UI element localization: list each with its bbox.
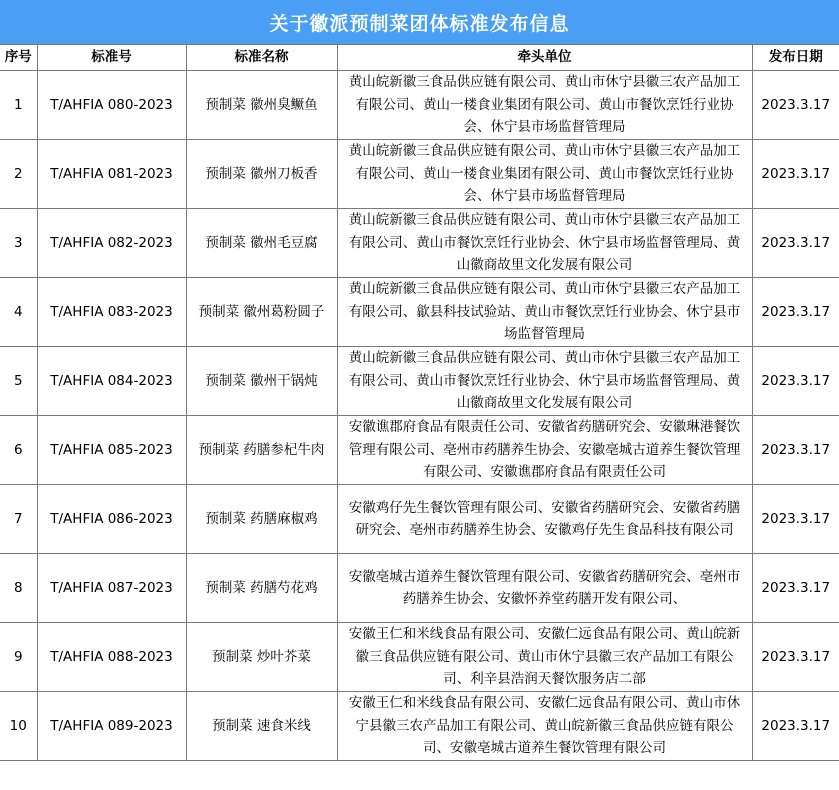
row-standard-code: T/AHFIA 084-2023 — [37, 347, 186, 416]
row-index: 3 — [0, 209, 37, 278]
row-publish-date: 2023.3.17 — [752, 71, 839, 140]
row-publish-date: 2023.3.17 — [752, 485, 839, 554]
row-lead-units: 安徽谯郡府食品有限责任公司、安徽省药膳研究会、安徽琳港餐饮管理有限公司、亳州市药膳养生协会、安徽亳城古道养生餐饮管理有限公司、安徽谯郡府食品有限责任公司 — [337, 416, 752, 485]
row-standard-name: 预制菜 徽州干锅炖 — [186, 347, 337, 416]
row-standard-name: 预制菜 炒叶芥菜 — [186, 623, 337, 692]
table-row — [0, 623, 839, 692]
row-lead-units: 黄山皖新徽三食品供应链有限公司、黄山市休宁县徽三农产品加工有限公司、黄山一楼食业集团有限公司、黄山市餐饮烹饪行业协会、休宁县市场监督管理局 — [337, 140, 752, 209]
row-standard-name: 预制菜 徽州毛豆腐 — [186, 209, 337, 278]
header-standard-code: 标准号 — [37, 45, 186, 71]
row-standard-name: 预制菜 徽州刀板香 — [186, 140, 337, 209]
row-standard-code: T/AHFIA 083-2023 — [37, 278, 186, 347]
table-row — [0, 692, 839, 761]
header-index: 序号 — [0, 45, 37, 71]
standards-table — [0, 45, 839, 761]
row-standard-code: T/AHFIA 088-2023 — [37, 623, 186, 692]
row-standard-code: T/AHFIA 082-2023 — [37, 209, 186, 278]
table-row — [0, 416, 839, 485]
row-index: 6 — [0, 416, 37, 485]
row-index: 8 — [0, 554, 37, 623]
table-header-row — [0, 45, 839, 71]
row-standard-name: 预制菜 徽州臭鳜鱼 — [186, 71, 337, 140]
header-publish-date: 发布日期 — [752, 45, 839, 71]
row-publish-date: 2023.3.17 — [752, 554, 839, 623]
row-standard-name: 预制菜 药膳麻椒鸡 — [186, 485, 337, 554]
row-standard-name: 预制菜 徽州葛粉圆子 — [186, 278, 337, 347]
row-standard-code: T/AHFIA 087-2023 — [37, 554, 186, 623]
table-row — [0, 554, 839, 623]
row-lead-units: 黄山皖新徽三食品供应链有限公司、黄山市休宁县徽三农产品加工有限公司、黄山市餐饮烹饪行业协会、休宁县市场监督管理局、黄山徽商故里文化发展有限公司 — [337, 209, 752, 278]
page-title: 关于徽派预制菜团体标准发布信息 — [0, 0, 839, 45]
row-lead-units: 安徽亳城古道养生餐饮管理有限公司、安徽省药膳研究会、亳州市药膳养生协会、安徽怀养堂药膳开发有限公司、 — [337, 554, 752, 623]
row-publish-date: 2023.3.17 — [752, 347, 839, 416]
row-publish-date: 2023.3.17 — [752, 140, 839, 209]
row-index: 2 — [0, 140, 37, 209]
row-index: 9 — [0, 623, 37, 692]
table-row — [0, 485, 839, 554]
row-index: 4 — [0, 278, 37, 347]
table-row — [0, 71, 839, 140]
row-publish-date: 2023.3.17 — [752, 623, 839, 692]
header-lead-units: 牵头单位 — [337, 45, 752, 71]
row-standard-name: 预制菜 药膳芍花鸡 — [186, 554, 337, 623]
row-index: 5 — [0, 347, 37, 416]
row-lead-units: 安徽鸡仔先生餐饮管理有限公司、安徽省药膳研究会、安徽省药膳研究会、亳州市药膳养生协会、安徽鸡仔先生食品科技有限公司 — [337, 485, 752, 554]
row-lead-units: 黄山皖新徽三食品供应链有限公司、黄山市休宁县徽三农产品加工有限公司、黄山一楼食业集团有限公司、黄山市餐饮烹饪行业协会、休宁县市场监督管理局 — [337, 71, 752, 140]
row-publish-date: 2023.3.17 — [752, 278, 839, 347]
row-standard-code: T/AHFIA 085-2023 — [37, 416, 186, 485]
row-publish-date: 2023.3.17 — [752, 692, 839, 761]
row-standard-code: T/AHFIA 081-2023 — [37, 140, 186, 209]
row-standard-code: T/AHFIA 080-2023 — [37, 71, 186, 140]
table-row — [0, 209, 839, 278]
row-lead-units: 安徽王仁和米线食品有限公司、安徽仁远食品有限公司、黄山皖新徽三食品供应链有限公司、黄山市休宁县徽三农产品加工有限公司、利辛县浩润天餐饮服务店二部 — [337, 623, 752, 692]
row-standard-name: 预制菜 速食米线 — [186, 692, 337, 761]
row-lead-units: 黄山皖新徽三食品供应链有限公司、黄山市休宁县徽三农产品加工有限公司、黄山市餐饮烹饪行业协会、休宁县市场监督管理局、黄山徽商故里文化发展有限公司 — [337, 347, 752, 416]
table-row — [0, 140, 839, 209]
row-lead-units: 安徽王仁和米线食品有限公司、安徽仁远食品有限公司、黄山市休宁县徽三农产品加工有限公司、黄山皖新徽三食品供应链有限公司、安徽亳城古道养生餐饮管理有限公司 — [337, 692, 752, 761]
table-row — [0, 278, 839, 347]
row-lead-units: 黄山皖新徽三食品供应链有限公司、黄山市休宁县徽三农产品加工有限公司、歙县科技试验站、黄山市餐饮烹饪行业协会、休宁县市场监督管理局 — [337, 278, 752, 347]
row-standard-name: 预制菜 药膳参杞牛肉 — [186, 416, 337, 485]
row-index: 1 — [0, 71, 37, 140]
row-publish-date: 2023.3.17 — [752, 416, 839, 485]
row-publish-date: 2023.3.17 — [752, 209, 839, 278]
row-index: 7 — [0, 485, 37, 554]
row-index: 10 — [0, 692, 37, 761]
row-standard-code: T/AHFIA 086-2023 — [37, 485, 186, 554]
table-row — [0, 347, 839, 416]
header-standard-name: 标准名称 — [186, 45, 337, 71]
row-standard-code: T/AHFIA 089-2023 — [37, 692, 186, 761]
